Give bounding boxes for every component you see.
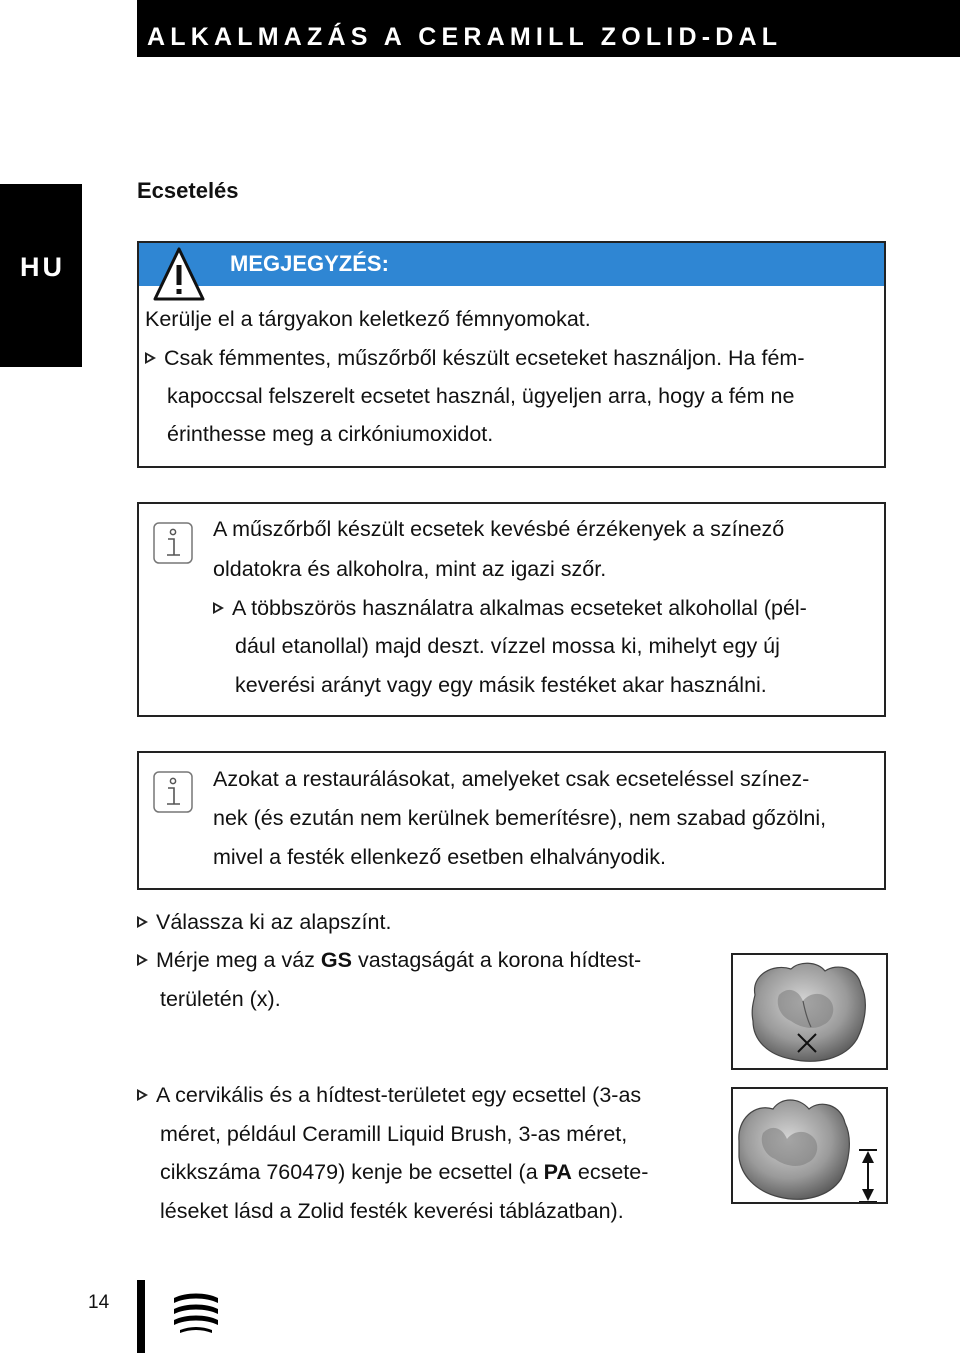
step-continuation: területén (x). bbox=[160, 987, 281, 1011]
height-dimension-arrow-icon bbox=[857, 1147, 879, 1204]
step-continuation bbox=[160, 1153, 648, 1192]
bullet-arrow-icon bbox=[137, 954, 148, 966]
info-text: Azokat a restaurálásokat, amelyeket csak ecseteléssel színez- bbox=[213, 767, 810, 791]
step-text-bold: GS bbox=[320, 948, 352, 972]
bullet-arrow-icon bbox=[137, 916, 148, 928]
step-item bbox=[137, 1076, 641, 1115]
warning-bullet-line bbox=[145, 339, 805, 378]
step-text: cikkszáma 760479) kenje be ecsettel (a bbox=[160, 1160, 544, 1184]
step-text: Mérje meg a váz bbox=[156, 948, 321, 972]
info-bullet-text: A többszörös használatra alkalmas ecseteket alkohollal (pél- bbox=[232, 596, 807, 620]
step-text: ecsete- bbox=[571, 1160, 649, 1184]
info-icon bbox=[153, 522, 193, 564]
warning-bullet-continuation: kapoccsal felszerelt ecsetet használ, ügyeljen arra, hogy a fém ne bbox=[167, 384, 795, 408]
info-text: mivel a festék ellenkező esetben elhalványodik. bbox=[213, 845, 666, 869]
tooth-image-side-view bbox=[731, 1087, 888, 1204]
info-box bbox=[137, 751, 886, 890]
language-tab: HU bbox=[0, 184, 82, 367]
warning-title: MEGJEGYZÉS: bbox=[230, 251, 389, 276]
bullet-arrow-icon bbox=[145, 352, 156, 364]
info-text: nek (és ezután nem kerülnek bemerítésre), nem szabad gőzölni, bbox=[213, 806, 827, 830]
warning-triangle-icon bbox=[153, 245, 205, 303]
info-bullet-continuation: keverési arányt vagy egy másik festéket akar használni. bbox=[235, 673, 767, 697]
step-text-bold: PA bbox=[543, 1160, 572, 1184]
step-text: vastagságát a korona hídtest- bbox=[351, 948, 642, 972]
info-text: oldatokra és alkoholra, mint az igazi szőr. bbox=[213, 557, 607, 581]
step-continuation: léseket lásd a Zolid festék keverési táblázatban). bbox=[160, 1199, 624, 1223]
step-text: A cervikális és a hídtest-területet egy ecsettel (3-as bbox=[156, 1083, 642, 1107]
info-bullet-continuation: dául etanollal) majd deszt. vízzel mossa ki, mihelyt egy új bbox=[235, 634, 780, 658]
tooth-image-top-view bbox=[731, 953, 888, 1070]
warning-bullet-text: Csak fémmentes, műszőrből készült ecseteket használjon. Ha fém- bbox=[164, 346, 805, 370]
step-item bbox=[137, 903, 391, 942]
info-icon bbox=[153, 771, 193, 813]
info-bullet-line bbox=[213, 589, 807, 628]
section-title: Ecsetelés bbox=[137, 178, 239, 203]
page-header: ALKALMAZÁS A CERAMILL ZOLID-DAL bbox=[137, 0, 960, 57]
step-continuation: méret, például Ceramill Liquid Brush, 3-as méret, bbox=[160, 1122, 628, 1146]
step-text: Válassza ki az alapszínt. bbox=[156, 910, 392, 934]
page-number: 14 bbox=[88, 1292, 110, 1313]
info-box bbox=[137, 502, 886, 717]
bullet-arrow-icon bbox=[213, 602, 224, 614]
warning-bullet-continuation: érinthesse meg a cirkóniumoxidot. bbox=[167, 422, 494, 446]
footer-rule bbox=[137, 1280, 145, 1353]
warning-box bbox=[137, 241, 886, 468]
info-text: A műszőrből készült ecsetek kevésbé érzékenyek a színező bbox=[213, 517, 785, 541]
bullet-arrow-icon bbox=[137, 1089, 148, 1101]
step-item bbox=[137, 941, 641, 980]
measure-point-x-icon bbox=[795, 1031, 819, 1055]
brand-logo-icon bbox=[172, 1290, 220, 1334]
warning-text: Kerülje el a tárgyakon keletkező fémnyomokat. bbox=[145, 307, 591, 331]
